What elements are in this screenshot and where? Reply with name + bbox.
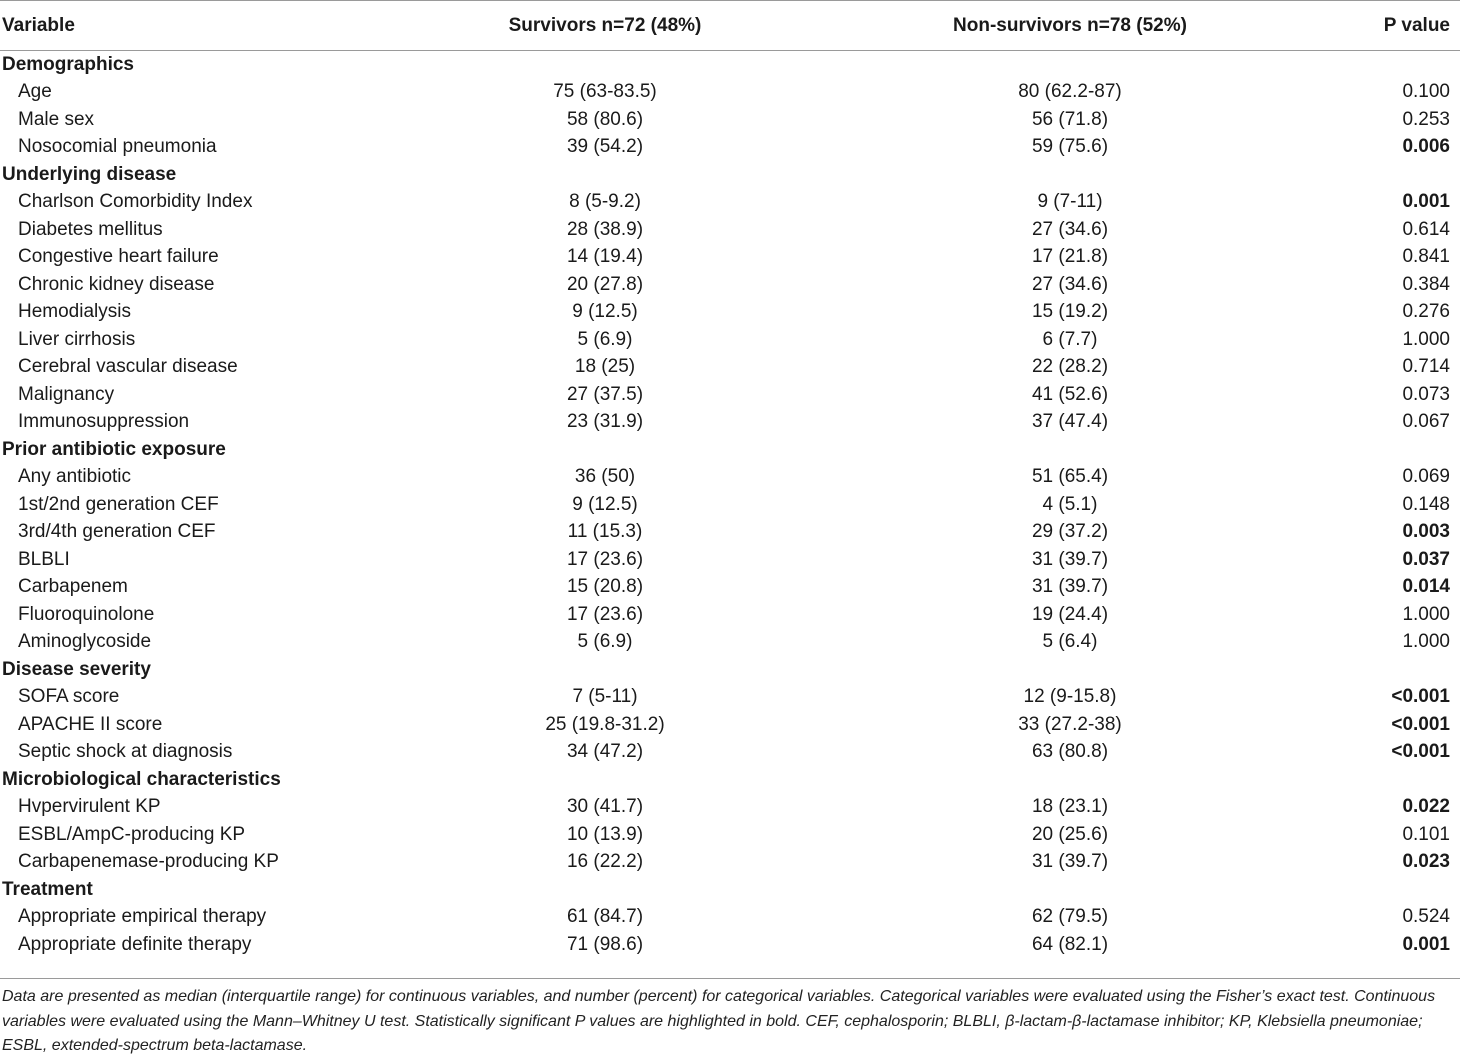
row-non-survivors-value: 12 (9-15.8) <box>1023 686 1117 708</box>
row-survivors-value: 23 (31.9) <box>566 411 644 433</box>
row-non-survivors-value: 80 (62.2-87) <box>1018 81 1122 103</box>
row-p-value: <0.001 <box>1391 686 1450 708</box>
header-p-value: P value <box>1260 1 1460 51</box>
row-survivors-value: 25 (19.8-31.2) <box>545 713 665 735</box>
row-p-value: 0.614 <box>1402 218 1450 240</box>
section-title: Prior antibiotic exposure <box>2 438 226 460</box>
row-non-survivors-value: 15 (19.2) <box>1031 301 1109 323</box>
row-survivors-value: 10 (13.9) <box>566 823 644 845</box>
row-p-value: 0.276 <box>1402 301 1450 323</box>
row-variable: Any antibiotic <box>18 466 132 488</box>
row-non-survivors-value: 6 (7.7) <box>1042 328 1098 350</box>
table-row <box>0 684 1460 712</box>
row-variable: Fluoroquinolone <box>18 603 155 625</box>
row-variable: 3rd/4th generation CEF <box>18 521 216 543</box>
row-p-value: 0.714 <box>1402 356 1450 378</box>
table-body <box>0 51 1460 959</box>
row-survivors-value: 39 (54.2) <box>566 136 644 158</box>
row-survivors-value: 34 (47.2) <box>566 741 644 763</box>
row-p-value: 0.524 <box>1402 906 1450 928</box>
row-p-value: <0.001 <box>1391 713 1450 735</box>
row-survivors-value: 18 (25) <box>574 356 636 378</box>
row-non-survivors-value: 41 (52.6) <box>1031 383 1109 405</box>
row-variable: Appropriate definite therapy <box>18 933 252 955</box>
row-survivors-value: 75 (63-83.5) <box>553 81 657 103</box>
row-survivors-value: 15 (20.8) <box>566 576 644 598</box>
row-non-survivors-value: 20 (25.6) <box>1031 823 1109 845</box>
row-non-survivors-value: 33 (27.2-38) <box>1018 713 1122 735</box>
row-survivors-value: 7 (5-11) <box>572 686 638 708</box>
section-header-row <box>0 656 1460 684</box>
row-variable: Charlson Comorbidity Index <box>18 191 253 213</box>
row-non-survivors-value: 31 (39.7) <box>1031 548 1109 570</box>
row-non-survivors-value: 56 (71.8) <box>1031 108 1109 130</box>
row-non-survivors-value: 17 (21.8) <box>1031 246 1109 268</box>
row-p-value: 0.100 <box>1402 81 1450 103</box>
table-row <box>0 299 1460 327</box>
table-bottom-rule <box>0 978 1460 979</box>
row-p-value: 0.101 <box>1402 823 1450 845</box>
table-row <box>0 546 1460 574</box>
row-variable: Cerebral vascular disease <box>18 356 238 378</box>
row-variable: Malignancy <box>18 383 115 405</box>
row-non-survivors-value: 27 (34.6) <box>1031 218 1109 240</box>
section-title: Microbiological characteristics <box>2 768 281 790</box>
row-p-value: 0.003 <box>1402 521 1450 543</box>
row-variable: Carbapenemase-producing KP <box>18 851 279 873</box>
row-survivors-value: 17 (23.6) <box>566 603 644 625</box>
table-row <box>0 134 1460 162</box>
table-row <box>0 189 1460 217</box>
table-row <box>0 739 1460 767</box>
row-p-value: 0.148 <box>1402 493 1450 515</box>
row-p-value: 1.000 <box>1402 631 1450 653</box>
row-non-survivors-value: 31 (39.7) <box>1031 851 1109 873</box>
row-non-survivors-value: 22 (28.2) <box>1031 356 1109 378</box>
table-row <box>0 354 1460 382</box>
row-variable: Hvpervirulent KP <box>18 796 161 818</box>
row-variable: ESBL/AmpC-producing KP <box>18 823 246 845</box>
row-variable: Nosocomial pneumonia <box>18 136 217 158</box>
section-header-row <box>0 161 1460 189</box>
row-non-survivors-value: 37 (47.4) <box>1031 411 1109 433</box>
table-header <box>0 1 1460 51</box>
section-header-row <box>0 51 1460 79</box>
row-survivors-value: 9 (12.5) <box>572 301 638 323</box>
row-p-value: 0.023 <box>1402 851 1450 873</box>
table-row <box>0 849 1460 877</box>
row-non-survivors-value: 9 (7-11) <box>1037 191 1103 213</box>
row-variable: Appropriate empirical therapy <box>18 906 267 928</box>
row-p-value: 1.000 <box>1402 328 1450 350</box>
row-variable: Male sex <box>18 108 95 130</box>
row-p-value: 0.037 <box>1402 548 1450 570</box>
table-row <box>0 216 1460 244</box>
row-non-survivors-value: 31 (39.7) <box>1031 576 1109 598</box>
section-title: Treatment <box>2 878 93 900</box>
row-variable: Congestive heart failure <box>18 246 219 268</box>
row-p-value: 0.067 <box>1402 411 1450 433</box>
row-variable: Hemodialysis <box>18 301 131 323</box>
section-title: Underlying disease <box>2 163 177 185</box>
header-variable: Variable <box>0 1 330 51</box>
table-row <box>0 904 1460 932</box>
table-row <box>0 271 1460 299</box>
row-variable: Immunosuppression <box>18 411 190 433</box>
row-variable: Aminoglycoside <box>18 631 152 653</box>
row-survivors-value: 30 (41.7) <box>566 796 644 818</box>
row-survivors-value: 20 (27.8) <box>566 273 644 295</box>
row-survivors-value: 9 (12.5) <box>572 493 638 515</box>
row-variable: SOFA score <box>18 686 120 708</box>
table-row <box>0 409 1460 437</box>
row-survivors-value: 28 (38.9) <box>566 218 644 240</box>
row-survivors-value: 58 (80.6) <box>566 108 644 130</box>
row-non-survivors-value: 5 (6.4) <box>1042 631 1098 653</box>
section-header-row <box>0 766 1460 794</box>
row-variable: 1st/2nd generation CEF <box>18 493 219 515</box>
row-non-survivors-value: 64 (82.1) <box>1031 933 1109 955</box>
table-row <box>0 79 1460 107</box>
row-survivors-value: 27 (37.5) <box>566 383 644 405</box>
table-row <box>0 326 1460 354</box>
header-row <box>0 1 1460 51</box>
table-row <box>0 794 1460 822</box>
row-p-value: 0.001 <box>1402 933 1450 955</box>
row-non-survivors-value: 59 (75.6) <box>1031 136 1109 158</box>
row-survivors-value: 16 (22.2) <box>566 851 644 873</box>
row-p-value: 0.022 <box>1402 796 1450 818</box>
row-survivors-value: 61 (84.7) <box>566 906 644 928</box>
section-header-row <box>0 876 1460 904</box>
row-survivors-value: 14 (19.4) <box>566 246 644 268</box>
table-footnote: Data are presented as median (interquartile range) for continuous variables, and number (percent) for categorical variables. Categorical variables were evaluated using the Fisher’s exact test. Continuous variables were evaluated using the Mann–Whitney U test. Statistically significant P values are highlighted in bold. CEF, cephalosporin; BLBLI, β-lactam-β-lactamase inhibitor; KP, Klebsiella pneumoniae; ESBL, extended-spectrum beta-lactamase. <box>2 988 1436 1054</box>
row-variable: Liver cirrhosis <box>18 328 136 350</box>
section-header-row <box>0 436 1460 464</box>
row-p-value: 1.000 <box>1402 603 1450 625</box>
table-row <box>0 821 1460 849</box>
row-survivors-value: 11 (15.3) <box>567 521 643 543</box>
row-non-survivors-value: 4 (5.1) <box>1042 493 1098 515</box>
row-non-survivors-value: 51 (65.4) <box>1031 466 1109 488</box>
row-non-survivors-value: 27 (34.6) <box>1031 273 1109 295</box>
row-p-value: 0.073 <box>1402 383 1450 405</box>
table-row <box>0 519 1460 547</box>
row-variable: Chronic kidney disease <box>18 273 215 295</box>
header-non-survivors: Non-survivors n=78 (52%) <box>880 1 1260 51</box>
row-p-value: 0.384 <box>1402 273 1450 295</box>
row-survivors-value: 71 (98.6) <box>566 933 644 955</box>
row-survivors-value: 5 (6.9) <box>577 328 633 350</box>
row-non-survivors-value: 62 (79.5) <box>1031 906 1109 928</box>
row-variable: Diabetes mellitus <box>18 218 163 240</box>
section-title: Disease severity <box>2 658 151 680</box>
header-survivors: Survivors n=72 (48%) <box>330 1 880 51</box>
row-p-value: 0.841 <box>1402 246 1450 268</box>
table-row <box>0 629 1460 657</box>
table-row <box>0 381 1460 409</box>
row-non-survivors-value: 29 (37.2) <box>1031 521 1109 543</box>
table-row <box>0 574 1460 602</box>
table-row <box>0 711 1460 739</box>
row-p-value: 0.069 <box>1402 466 1450 488</box>
row-p-value: 0.006 <box>1402 136 1450 158</box>
row-survivors-value: 8 (5-9.2) <box>569 191 641 213</box>
row-survivors-value: 17 (23.6) <box>566 548 644 570</box>
row-variable: Age <box>18 81 52 103</box>
row-variable: APACHE II score <box>18 713 163 735</box>
section-title: Demographics <box>2 53 134 75</box>
table-row <box>0 931 1460 959</box>
row-variable: Carbapenem <box>18 576 128 598</box>
table-row <box>0 491 1460 519</box>
row-non-survivors-value: 63 (80.8) <box>1031 741 1109 763</box>
row-p-value: 0.014 <box>1402 576 1450 598</box>
row-p-value: 0.253 <box>1402 108 1450 130</box>
row-survivors-value: 36 (50) <box>574 466 636 488</box>
row-variable: BLBLI <box>18 548 70 570</box>
table-row <box>0 106 1460 134</box>
table-row <box>0 601 1460 629</box>
row-non-survivors-value: 19 (24.4) <box>1031 603 1109 625</box>
table-row <box>0 244 1460 272</box>
table-row <box>0 464 1460 492</box>
row-survivors-value: 5 (6.9) <box>577 631 633 653</box>
row-variable: Septic shock at diagnosis <box>18 741 233 763</box>
row-non-survivors-value: 18 (23.1) <box>1031 796 1109 818</box>
row-p-value: <0.001 <box>1391 741 1450 763</box>
row-p-value: 0.001 <box>1402 191 1450 213</box>
